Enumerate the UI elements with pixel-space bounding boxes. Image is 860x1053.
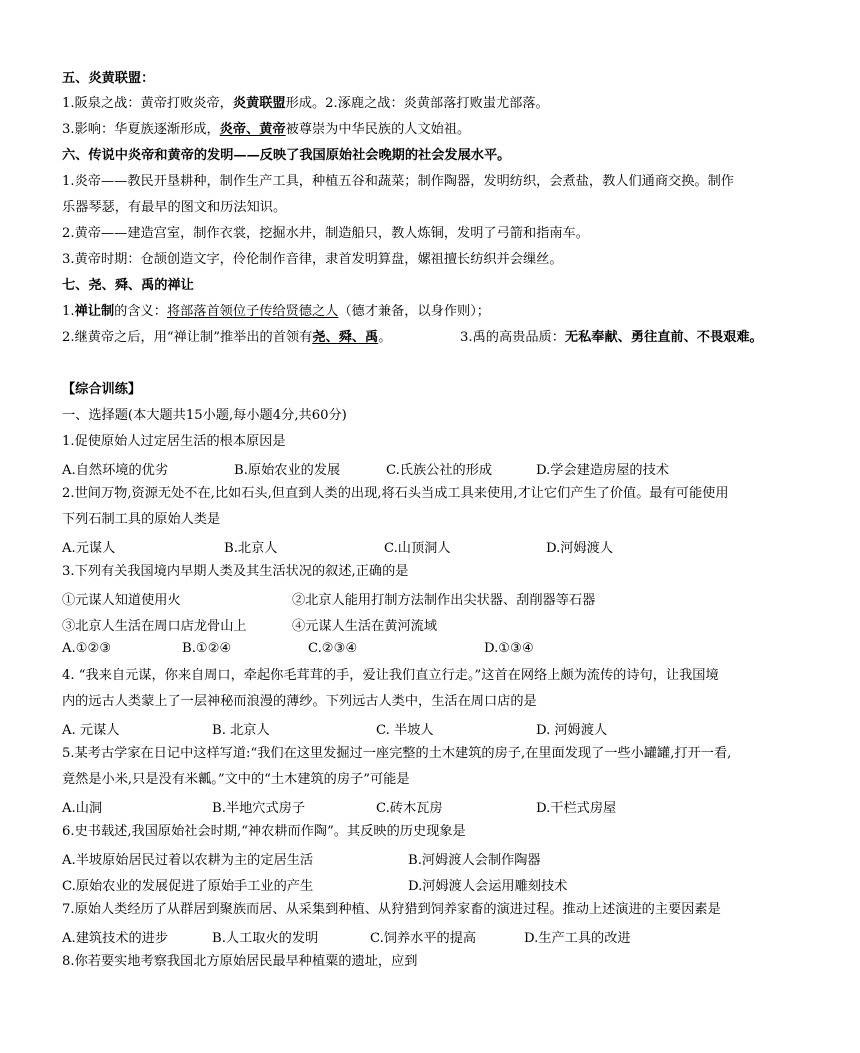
section-6-line-2: 2.黄帝——建造宫室，制作衣裳，挖掘水井，制造船只，教人炼铜，发明了弓箭和指南车。 bbox=[62, 226, 589, 241]
q3-stem: 3.下列有关我国境内早期人类及其生活状况的叙述,正确的是 bbox=[62, 564, 409, 579]
text: 被尊崇为中华民族的人文始祖。 bbox=[285, 122, 471, 137]
bold-term: 无私奉献、勇往直前、不畏艰难。 bbox=[564, 330, 763, 345]
text: 2.继黄帝之后，用“禅让制”推举出的首领有 bbox=[62, 330, 313, 345]
q1-stem: 1.促使原始人过定居生活的根本原因是 bbox=[62, 434, 286, 449]
training-section: 一、选择题(本大题共15小题,每小题4分,共60分) bbox=[62, 408, 347, 423]
q6-option-c: C.原始农业的发展促进了原始手工业的产生 bbox=[62, 879, 314, 894]
q2-option-a: A.元谋人 bbox=[62, 541, 116, 556]
q4-stem: 4. “我来自元谋，你来自周口，牵起你毛茸茸的手，爱让我们直立行走。”这首在网络上颇为流传的诗句，让我国境 bbox=[62, 668, 719, 683]
text: 3.影响：华夏族逐渐形成， bbox=[62, 122, 220, 137]
q2-option-d: D.河姆渡人 bbox=[546, 541, 614, 556]
bold-term: 尧、舜、禹 bbox=[312, 330, 379, 345]
text: 。 bbox=[378, 330, 392, 345]
q5-option-d: D.干栏式房屋 bbox=[536, 801, 617, 816]
q6-option-b: B.河姆渡人会制作陶器 bbox=[408, 853, 541, 868]
q1-option-b: B.原始农业的发展 bbox=[234, 463, 341, 478]
text: 的含义： bbox=[114, 304, 167, 319]
underlined-definition: 将部落首领位子传给贤德之人 bbox=[166, 304, 339, 319]
q7-option-c: C.饲养水平的提高 bbox=[370, 931, 477, 946]
q2-option-b: B.北京人 bbox=[224, 541, 278, 556]
q3-option-c: C.②③④ bbox=[308, 641, 358, 656]
q7-option-a: A.建筑技术的进步 bbox=[62, 931, 169, 946]
q4-stem-cont: 内的远古人类蒙上了一层神秘而浪漫的薄纱。下列远古人类中，生活在周口店的是 bbox=[62, 694, 537, 709]
q4-option-c: C. 半坡人 bbox=[376, 723, 434, 738]
section-6-line-3: 3.黄帝时期：仓颉创造文字，伶伦制作音律，隶首发明算盘，嫘祖擅长纺织并会缫丝。 bbox=[62, 252, 563, 267]
section-7-line-1 bbox=[62, 303, 490, 321]
bold-term: 炎黄联盟 bbox=[232, 96, 286, 111]
section-6-line-1-cont: 乐器琴瑟，有最早的图文和历法知识。 bbox=[62, 200, 287, 215]
bold-term: 炎帝、黄帝 bbox=[219, 122, 286, 137]
q6-option-d: D.河姆渡人会运用雕刻技术 bbox=[408, 879, 568, 894]
text: 形成。2.涿鹿之战：炎黄部落打败蚩尤部落。 bbox=[285, 96, 549, 111]
q5-stem: 5.某考古学家在日记中这样写道:“我们在这里发掘过一座完整的土木建筑的房子,在里面发现了一些小罐罐,打开一看, bbox=[62, 746, 732, 761]
q4-option-b: B. 北京人 bbox=[212, 723, 270, 738]
q2-stem-cont: 下列石制工具的原始人类是 bbox=[62, 512, 221, 527]
text: 1. bbox=[62, 304, 75, 319]
text: 3.禹的高贵品质： bbox=[460, 330, 565, 345]
q2-stem: 2.世间万物,资源无处不在,比如石头,但直到人类的出现,将石头当成工具来使用,才让它们产生了价值。最有可能使用 bbox=[62, 486, 729, 501]
q5-option-b: B.半地穴式房子 bbox=[212, 801, 306, 816]
bold-term: 禅让制 bbox=[74, 304, 115, 319]
q4-option-a: A. 元谋人 bbox=[62, 723, 120, 738]
section-5-line-2 bbox=[62, 121, 470, 139]
q2-option-c: C.山顶洞人 bbox=[384, 541, 451, 556]
q1-option-c: C.氏族公社的形成 bbox=[386, 463, 493, 478]
training-header: 【综合训练】 bbox=[62, 382, 142, 397]
section-7-line-2-b bbox=[460, 329, 763, 347]
q7-stem: 7.原始人类经历了从群居到聚族而居、从采集到种植、从狩猎到饲养家畜的演进过程。推动上述演进的主要因素是 bbox=[62, 902, 721, 917]
q6-option-a: A.半坡原始居民过着以农耕为主的定居生活 bbox=[62, 853, 314, 868]
q7-option-d: D.生产工具的改进 bbox=[524, 931, 631, 946]
q5-stem-cont: 竟然是小米,只是没有米瓤。”文中的“土木建筑的房子”可能是 bbox=[62, 772, 410, 787]
text: 1.阪泉之战：黄帝打败炎帝， bbox=[62, 96, 233, 111]
q5-option-a: A.山洞 bbox=[62, 801, 103, 816]
section-6-title: 六、传说中炎帝和黄帝的发明——反映了我国原始社会晚期的社会发展水平。 bbox=[62, 148, 511, 163]
text: （德才兼备，以身作则）； bbox=[338, 304, 490, 319]
q3-statement-3: ③北京人生活在周口店龙骨山上 bbox=[62, 619, 247, 634]
q5-option-c: C.砖木瓦房 bbox=[376, 801, 443, 816]
q7-option-b: B.人工取火的发明 bbox=[212, 931, 319, 946]
q8-stem: 8.你若要实地考察我国北方原始居民最早种植粟的遗址，应到 bbox=[62, 954, 418, 969]
q3-statement-2: ②北京人能用打制方法制作出尖状器、刮削器等石器 bbox=[292, 593, 596, 608]
section-6-line-1: 1.炎帝——教民开垦耕种，制作生产工具，种植五谷和蔬菜；制作陶器，发明纺织，会煮盐，教人们通商交换。制作 bbox=[62, 174, 734, 189]
q1-option-d: D.学会建造房屋的技术 bbox=[536, 463, 669, 478]
section-7-title: 七、尧、舜、禹的禅让 bbox=[62, 278, 194, 293]
q6-stem: 6.史书载述,我国原始社会时期,“神农耕而作陶”。其反映的历史现象是 bbox=[62, 824, 466, 839]
q3-option-b: B.①②④ bbox=[182, 641, 232, 656]
q3-option-d: D.①③④ bbox=[484, 641, 534, 656]
section-7-line-2 bbox=[62, 329, 391, 347]
q3-statement-4: ④元谋人生活在黄河流域 bbox=[292, 619, 438, 634]
section-5-title: 五、炎黄联盟： bbox=[62, 71, 155, 86]
q3-statement-1: ①元谋人知道使用火 bbox=[62, 593, 181, 608]
q1-option-a: A.自然环境的优劣 bbox=[62, 463, 169, 478]
q4-option-d: D. 河姆渡人 bbox=[536, 723, 608, 738]
section-5-line-1 bbox=[62, 95, 549, 113]
q3-option-a: A.①②③ bbox=[62, 641, 112, 656]
